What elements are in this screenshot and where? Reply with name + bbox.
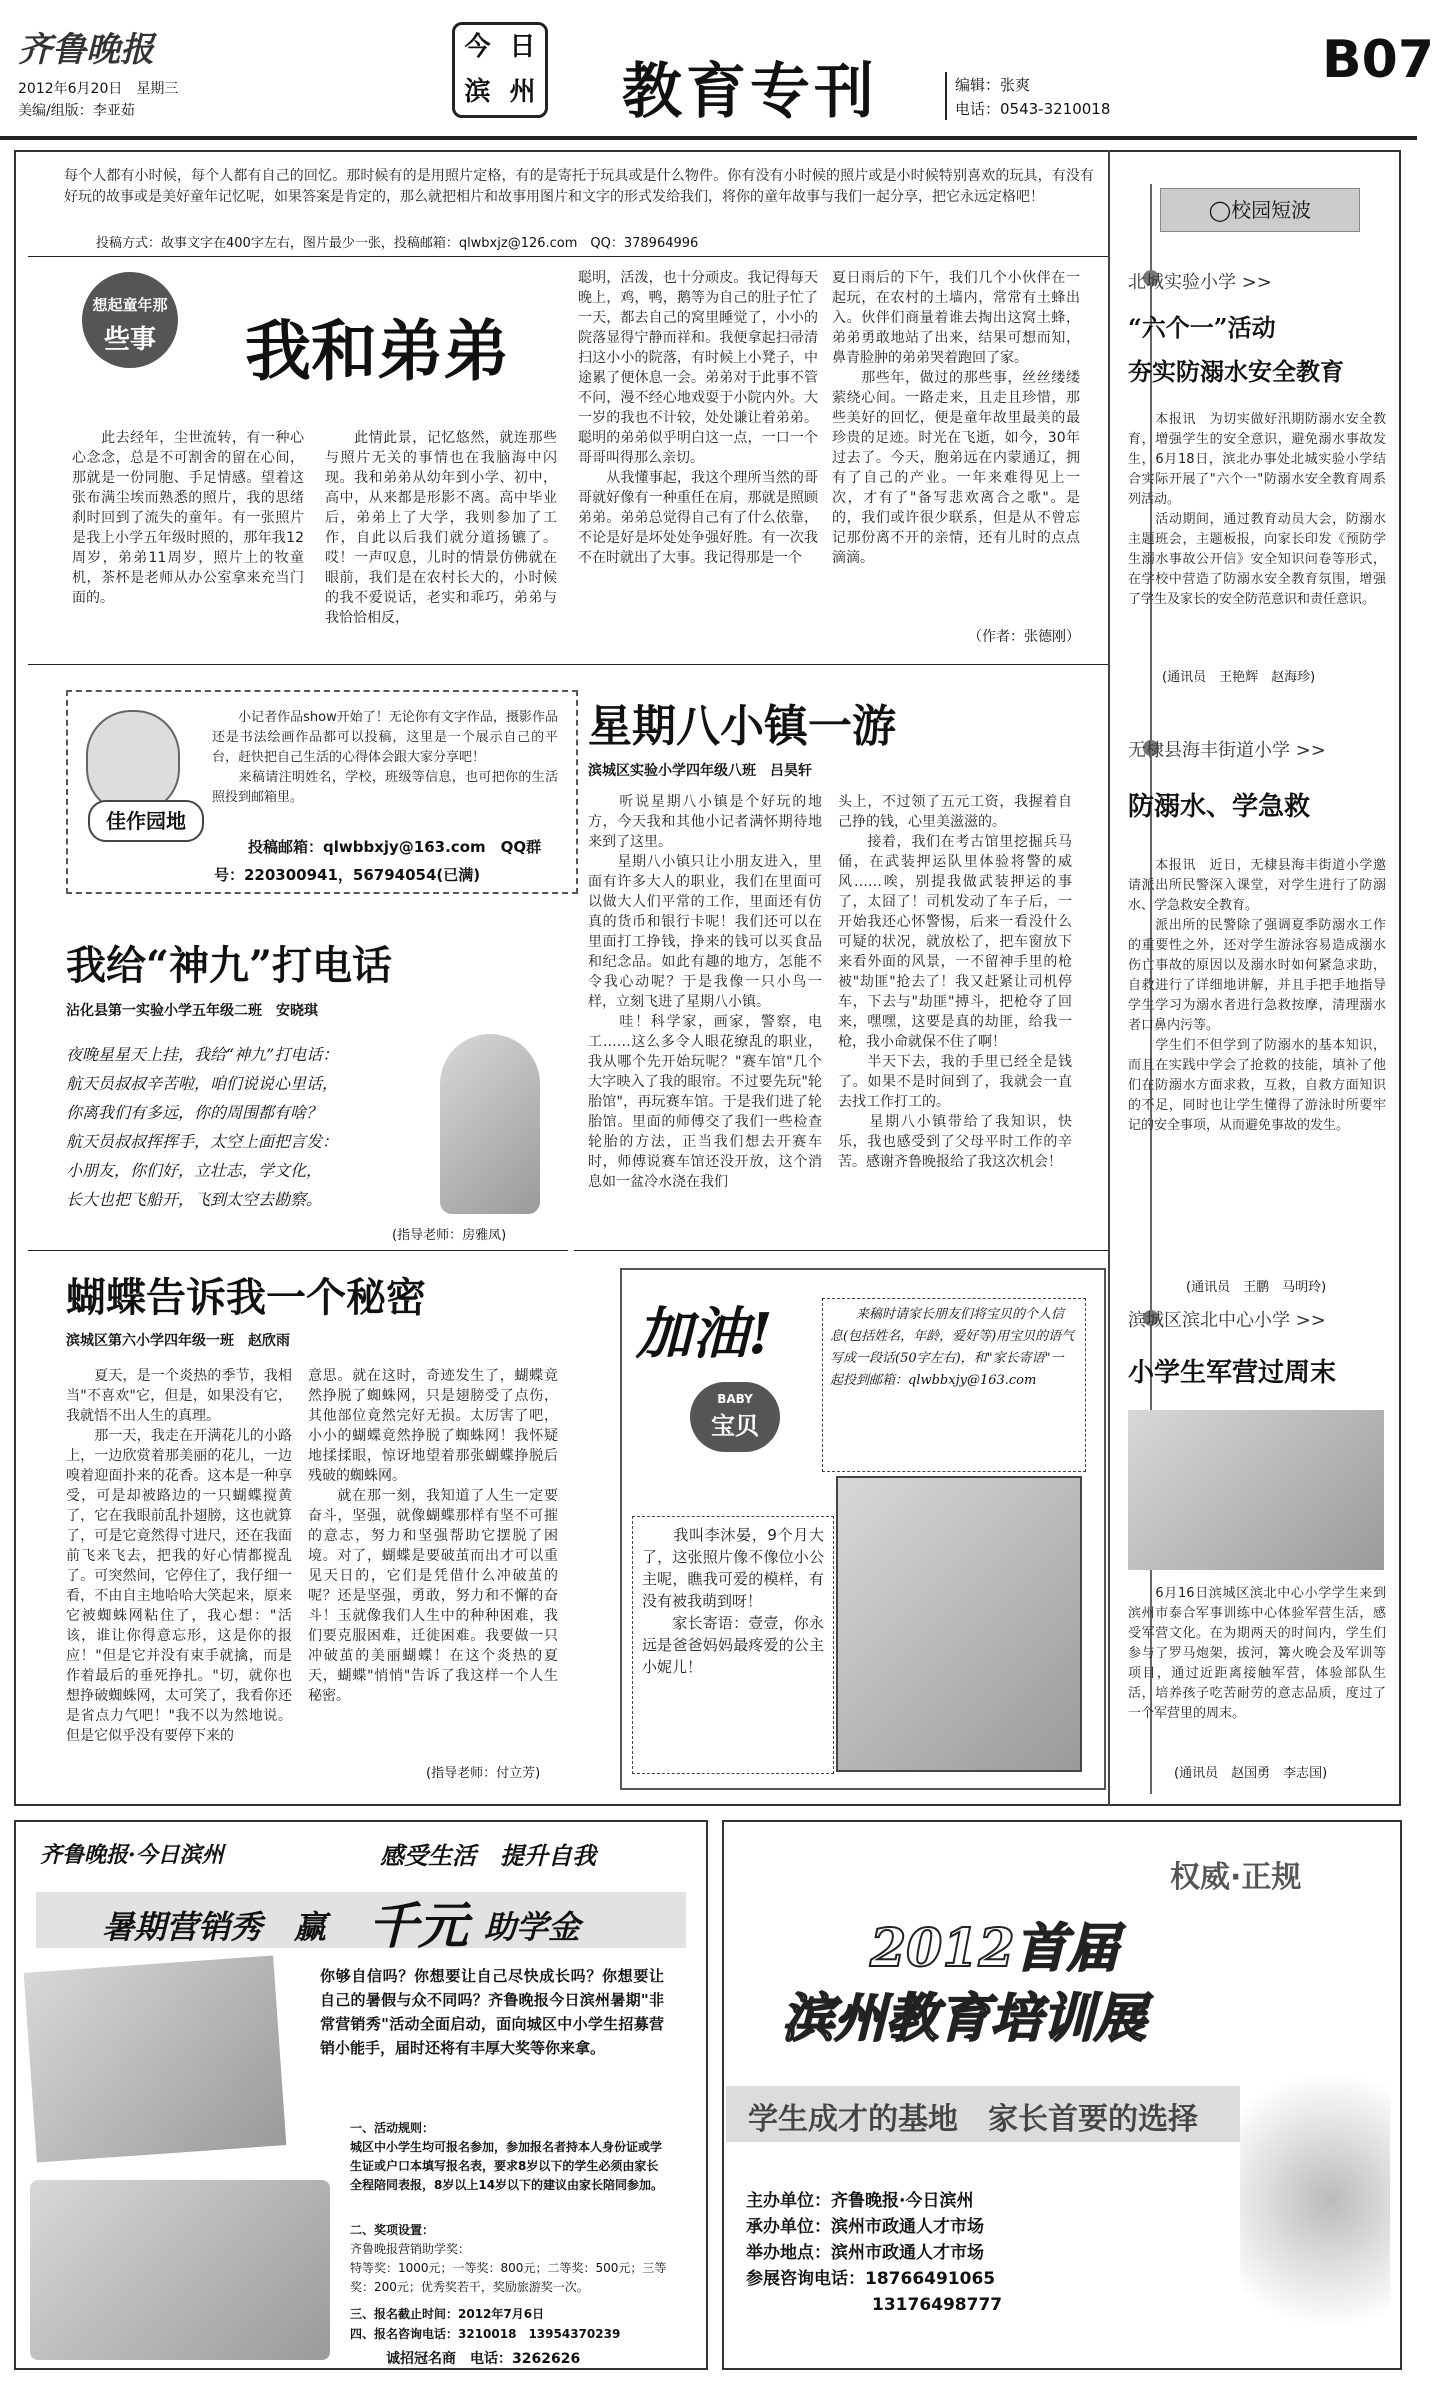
expo-row (746, 2188, 1002, 2214)
news-tag: 北城实验小学 >> (1128, 272, 1272, 293)
divider (574, 1250, 1108, 1251)
ad-recruit: 诚招冠名商 电话：3262626 (386, 2351, 581, 2367)
header-rule (0, 136, 1417, 140)
girl-phone-illustration (440, 1034, 540, 1214)
military-camp-photo (1128, 1410, 1384, 1570)
news-body: 6月16日滨城区滨北中心小学学生来到滨州市泰合军事训练中心体验军营生活，感受军营文化。在为期两天的时间内，学生们参与了罗马炮架，拔河，篝火晚会及军训等项目，通过近距离接触军营，体验部队生活，培养孩子吃苦耐劳的意志品质，度过了一个军营里的周末。 (1128, 1586, 1386, 1721)
children-photo (30, 2180, 330, 2360)
seal-logo (452, 22, 548, 118)
seal-char: 滨 (464, 77, 491, 107)
expo-title: 滨州教育培训展 (782, 1988, 1147, 2049)
story-teacher: (指导老师：付立芳) (426, 1766, 541, 1781)
expo-row-label: 参展咨询电话： (746, 2269, 865, 2289)
ad-brand: 齐鲁晚报·今日滨州 (40, 1842, 224, 1868)
expo-row-value: 齐鲁晚报·今日滨州 (831, 2191, 974, 2211)
baby-text: 我叫李沐晏，9个月大了，这张照片像不像位小公主呢，瞧我可爱的模样，有没有被我萌到呀！ 家长寄语：壹壹，你永远是爸爸妈妈最疼爱的公主小妮儿！ (642, 1526, 824, 1676)
badge-text: 想起童年那 (92, 296, 168, 314)
garden-email: 投稿邮箱：qlwbbxjy@163.com QQ群 (248, 838, 542, 856)
newspaper-stack-image (24, 1956, 287, 2163)
story-column: 此去经年，尘世流转，有一种心心念念，总是不可割舍的留在心间，那就是一份同胞、手足情感。望着这张布满尘埃而熟悉的照片，我的思绪刹时回到了流失的童年。有一张照片是我上小学五年级时照的，那年我12周岁，弟弟11周岁，照片上的牧童机，茶杯是老师从办公室拿来充当门面的。 (72, 430, 304, 606)
poem-line: 夜晚星星天上挂，我给“神九”打电话： (66, 1045, 339, 1064)
issue-date: 2012年6月20日 星期三 (18, 81, 179, 97)
ad-title-text: 暑期营销秀 赢 (102, 1908, 327, 1946)
author-credit: （作者：张德刚） (968, 629, 1080, 645)
ad-slogan: 感受生活 提升自我 (380, 1841, 596, 1870)
ad-title-text: 助学金 (484, 1908, 581, 1946)
expo-row-value: 滨州市政通人才市场 (831, 2217, 984, 2237)
poem-body (66, 1040, 426, 1214)
news-tag: 滨城区滨北中心小学 >> (1128, 1310, 1326, 1331)
story-column: 聪明，活泼，也十分顽皮。我记得每天晚上，鸡，鸭，鹅等为自己的肚子忙了一天，都去自己的窝里睡觉了，小小的院落显得宁静而祥和。我便拿起扫帚清扫这小小的院落，有时候上小凳子，中途累了便休息一会。弟弟对于此事不管不问，漫不经心地戏耍于小院内外。大一岁的我也不计较，处处谦让着弟弟。聪明的弟弟似乎明白这一点，一口一个哥哥叫得那么亲切。 从我懂事起，我这个理所当然的哥哥就好像有一种重任在肩，那就是照顾弟弟。弟弟总觉得自己有了什么依靠，不论是好是坏处处争强好胜。有一次我不在时就出了大事。我记得那是一个 (578, 270, 818, 566)
cartoon-icon (86, 710, 180, 814)
seal-char: 州 (509, 77, 536, 107)
editor-name: 编辑：张爽 (955, 76, 1031, 94)
badge-text: 些事 (103, 325, 156, 355)
story-title: 我和弟弟 (245, 312, 509, 390)
story-byline: 滨城区第六小学四年级一班 赵欣雨 (66, 1333, 290, 1349)
poem-line: 航天员叔叔挥挥手，太空上面把言发： (66, 1132, 339, 1151)
news-title: 防溺水、学急救 (1128, 792, 1311, 822)
story-column: 夏天，是一个炎热的季节，我相当"不喜欢"它，但是，如果没有它，我就悟不出人生的真理。 那一天，我走在开满花儿的小路上，一边欣赏着那美丽的花儿，一边嗅着迎面扑来的花香。这本是一种享受，可是却被路边的一只蝴蝶搅黄了，它在我眼前乱扑翅膀，这也就算了，可是它竟然得寸进尺，还在我面前飞来飞去，把我的好心情都搅乱了。可突然间，它停住了，我仔细一看，不由自主地哈哈大笑起来，原来它被蜘蛛网粘住了，我心想："活该，谁让你得意忘形，这是你的报应！"但是它并没有束手就擒，而是作着最后的垂死挣扎。"切，就你也想挣破蜘蛛网，太可笑了，我看你还是省点力气吧！"我不以为然地说。但是它似乎没有要停下来的 (66, 1368, 292, 1744)
divider (945, 72, 947, 120)
garden-label: 佳作园地 (88, 800, 204, 842)
expo-tag: 权威·正规 (1170, 1860, 1302, 1895)
poem-title: 我给“神九”打电话 (66, 942, 393, 989)
garden-qq: 号：220300941，56794054(已满) (214, 866, 481, 884)
expo-row (746, 2214, 1002, 2240)
baby-logo-text: BABY (717, 1392, 753, 1406)
ad-deadline: 三、报名截止时间：2012年7月6日 (350, 2307, 545, 2321)
divider (1108, 150, 1110, 1806)
ad-title-bar (36, 1892, 686, 1955)
poem-line: 小朋友，你们好，立壮志，学文化， (66, 1161, 323, 1180)
editor-line: 美编/组版：李亚茹 (18, 103, 135, 119)
news-body: 本报讯 为切实做好汛期防溺水安全教育，增强学生的安全意识，避免溺水事故发生，6月18日，滨北办事处北城实验小学结合实际开展了"六个一"防溺水安全教育周系列活动。 活动期间，通过教育动员大会，防溺水主题班会，主题板报，向家长印发《预防学生溺水事故公开信》安全知识问卷等形式，在学校中营造了防溺水安全教育氛围，增强了学生及家长的安全防范意识和责任意识。 (1128, 412, 1386, 607)
story-title: 星期八小镇一游 (588, 701, 896, 752)
news-credit: (通讯员 王鹏 马明玲) (1186, 1280, 1327, 1295)
paper-logo: 齐鲁晚报 (18, 30, 154, 70)
story-column: 此情此景，记忆悠然，就连那些与照片无关的事情也在我脑海中闪现。我和弟弟从幼年到小学、初中，高中，从来都是形影不离。高中毕业后，弟弟上了大学，我则参加了工作，自此以后我们就分道扬镳了。哎！一声叹息，儿时的情景仿佛就在眼前，我们是在农村长大的，小时候的我不爱说话，老实和乖巧，弟弟与我恰恰相反， (325, 430, 557, 626)
childhood-badge (82, 272, 178, 368)
expo-row (746, 2240, 1002, 2266)
seal-char: 日 (509, 32, 536, 62)
baby-logo (690, 1382, 780, 1452)
expo-title: 2012首届 (870, 1918, 1119, 1979)
divider (28, 664, 1108, 665)
ad-awards-title: 二、奖项设置： (350, 2223, 435, 2237)
story-column: 夏日雨后的下午，我们几个小伙伴在一起玩，在农村的土墙内，常常有土蜂出入。伙伴们商量着谁去掏出这窝土蜂，弟弟勇敢地站了出来，结果可想而知，鼻青脸肿的弟弟哭着跑回了家。 那些年，做过的那些事，丝丝缕缕萦绕心间。一路走来，且走且珍惜，那些美好的回忆，便是童年故里最美的最珍贵的足迹。时光在飞逝，如今，30年过去了。今天，胞弟远在内蒙通辽，拥有了自己的产业。一年来难得见上一次，才有了"备写悲欢离合之歌"。是的，我们或许很少联系，但是从不曾忘记那份离不开的亲情，还有儿时的点点滴滴。 (832, 270, 1080, 566)
ad-hotline: 四、报名咨询电话：3210018 13954370239 (350, 2327, 621, 2341)
poem-byline: 沾化县第一实验小学五年级二班 安晓琪 (66, 1003, 318, 1019)
news-title: “六个一”活动 (1128, 313, 1276, 342)
baby-photo (836, 1476, 1082, 1772)
news-tag: 无棣县海丰街道小学 >> (1128, 740, 1326, 761)
story-column: 听说星期八小镇是个好玩的地方，今天我和其他小记者满怀期待地来到了这里。 星期八小镇只让小朋友进入，里面有许多大人的职业，我们在里面可以做大人们平常的工作，里面还有仿真的货币和银行卡呢！我们还可以在里面打工挣钱，挣来的钱可以买食品和纪念品。如此有趣的地方，怎能不令我心动呢？于是我像一只小鸟一样，立刻飞进了星期八小镇。 哇！科学家，画家，警察，电工……这么多令人眼花缭乱的职业，我从哪个先开始玩呢？"赛车馆"几个大字映入了我的眼帘。不过要先玩"轮胎馆"，再玩赛车馆。于是我们进了轮胎馆。里面的师傅交了我们一些检查轮胎的方法，正当我们想去开赛车时，师傅说赛车馆还没开放，这个消息如一盆冷水浇在我们 (588, 794, 822, 1190)
news-credit: (通讯员 王艳辉 赵海珍) (1162, 670, 1316, 685)
baby-logo-text: 宝贝 (711, 1412, 759, 1440)
garden-text: 小记者作品show开始了！无论你有文字作品，摄影作品还是书法绘画作品都可以投稿，这里是一个展示自己的平台，赶快把自己生活的心得体会跟大家分享吧！ 来稿请注明姓名，学校，班级等信息，也可把你的生活照投到邮箱里。 (212, 710, 558, 805)
poem-line: 你离我们有多远，你的周围都有啥？ (66, 1103, 323, 1122)
story-column: 头上，不过领了五元工资，我握着自己挣的钱，心里美滋滋的。 接着，我们在考古馆里挖掘兵马俑，在武装押运队里体验将警的威风……唉，别提我做武装押运的事了，太囧了！司机发动了车子后，一开始我还心怀警惕，后来一看没什么可疑的状况，就放松了，把车窗放下来看外面的风景，一不留神手里的枪被"劫匪"抢去了！我又赶紧让司机停车，下去与"劫匪"搏斗，把枪夺了回来，嘿嘿，这要是真的劫匪，给我一枪，我小命就保不住了啊！ 半天下去，我的手里已经全是钱了。如果不是时间到了，我就会一直去找工作打工的。 星期八小镇带给了我知识，快乐，我也感受到了父母平时工作的辛苦。感谢齐鲁晚报给了我这次机会！ (838, 794, 1072, 1170)
story-title: 蝴蝶告诉我一个秘密 (66, 1274, 426, 1321)
expo-row-value: 13176498777 (872, 2295, 1003, 2315)
expo-row-label: 举办地点： (746, 2243, 831, 2263)
ad-awards: 齐鲁晚报营销助学奖： 特等奖：1000元；一等奖：800元；二等奖：500元；三等奖：200元；优秀奖若干，奖励旅游奖一次。 (350, 2242, 667, 2294)
intro-text: 每个人都有小时候，每个人都有自己的回忆。那时候有的是用照片定格，有的是寄托于玩具或是什么物件。你有没有小时候的照片或是小时候特别喜欢的玩具，有没有好玩的故事或是美好童年记忆呢，如果答案是肯定的，那么就把相片和故事用图片和文字的形式发给我们，将你的童年故事与我们一起分享，把它永远定格吧！ (64, 168, 1094, 205)
seal-char: 今 (464, 32, 491, 62)
ad-intro: 你够自信吗？你想要让自己尽快成长吗？你想要让自己的暑假与众不同吗？齐鲁晚报今日滨州暑期"非常营销秀"活动全面启动，面向城区中小学生招募营销小能手，届时还将有丰厚大奖等你来拿。 (320, 1967, 664, 2057)
section-title: 教育专刊 (622, 57, 878, 127)
news-title: 小学生军营过周末 (1128, 1358, 1337, 1388)
expo-row-value: 18766491065 (865, 2269, 996, 2289)
jiayou-title: 加油! (636, 1301, 773, 1367)
news-body: 本报讯 近日，无棣县海丰街道小学邀请派出所民警深入课堂，对学生进行了防溺水、学急救安全教育。 派出所的民警除了强调夏季防溺水工作的重要性之外，还对学生游泳容易造成溺水伤亡事故的原因以及溺水时如何紧急求助，自救进行了详细地讲解，并且手把手地指导学生学习为溺水者进行急救按摩，清理溺水者口鼻内污等。 学生们不但学到了防溺水的基本知识，而且在实践中学会了抢救的技能，填补了他们在防溺水方面求救，互救，自救方面知识的不足，同时也让学生懂得了游泳时所要牢记的安全事项，从而避免事故的发生。 (1128, 858, 1386, 1133)
expo-row-label: 承办单位： (746, 2217, 831, 2237)
news-credit: (通讯员 赵国勇 李志国) (1174, 1766, 1328, 1781)
news-title: 夯实防溺水安全教育 (1128, 357, 1344, 386)
ad-title-highlight: 千元 (368, 1896, 468, 1955)
divider (28, 1250, 568, 1251)
divider (28, 256, 1108, 257)
page-number: B07 (1322, 30, 1434, 90)
poem-line: 航天员叔叔辛苦啦，咱们说说心里话， (66, 1074, 339, 1093)
expo-info (746, 2188, 1002, 2318)
intro-contact: 投稿方式：故事文字在400字左右，图片最少一张，投稿邮箱：qlwbxjz@126.com QQ：378964996 (96, 236, 699, 251)
sidebar-title: ◯校园短波 (1160, 188, 1360, 232)
flower-decoration (1240, 2040, 1390, 2360)
story-column: 意思。就在这时，奇迹发生了，蝴蝶竟然挣脱了蜘蛛网，只是翅膀受了点伤，其他部位竟然完好无损。太厉害了吧，小小的蝴蝶竟然挣脱了蜘蛛网！我怀疑地揉揉眼，惊讶地望着那张蝴蝶挣脱后残破的蜘蛛网。 就在那一刻，我知道了人生一定要奋斗，坚强，就像蝴蝶那样有坚不可摧的意志，努力和坚强帮助它摆脱了困境。对了，蝴蝶是要破茧而出才可以重见天日的，它们是凭借什么冲破茧的呢？还是坚强，勇敢，努力和不懈的奋斗！玉就像我们人生中的种种困难，我们要克服困难，迁徙困难。我要做一只冲破茧的美丽蝴蝶！在这个炎热的夏天，蝴蝶"悄悄"告诉了我这样一个人生秘密。 (308, 1368, 558, 1704)
poem-line: 长大也把飞船开，飞到太空去勘察。 (66, 1190, 323, 1209)
poem-teacher: (指导老师：房雅凤) (392, 1228, 507, 1243)
expo-row (746, 2266, 1002, 2292)
story-byline: 滨城区实验小学四年级八班 吕昊轩 (588, 763, 812, 779)
ad-rules-title: 一、活动规则： (350, 2121, 435, 2135)
notice-text: 来稿时请家长朋友们将宝贝的个人信息(包括姓名，年龄，爱好等)用宝贝的语气写成一段话(50字左右)，和"家长寄语"一起投到邮箱：qlwbbxjy@163.com (830, 1307, 1075, 1388)
expo-slogan: 学生成才的基地 家长首要的选择 (748, 2102, 1198, 2137)
expo-row-label: 主办单位： (746, 2191, 831, 2211)
editor-phone: 电话：0543-3210018 (955, 100, 1111, 118)
expo-row (746, 2292, 1002, 2318)
expo-row-value: 滨州市政通人才市场 (831, 2243, 984, 2263)
ad-rules: 城区中小学生均可报名参加，参加报名者持本人身份证或学生证或户口本填写报名表，要求8岁以下的学生必须由家长全程陪同表报，8岁以上14岁以下的建议由家长陪同参加。 (350, 2140, 664, 2192)
